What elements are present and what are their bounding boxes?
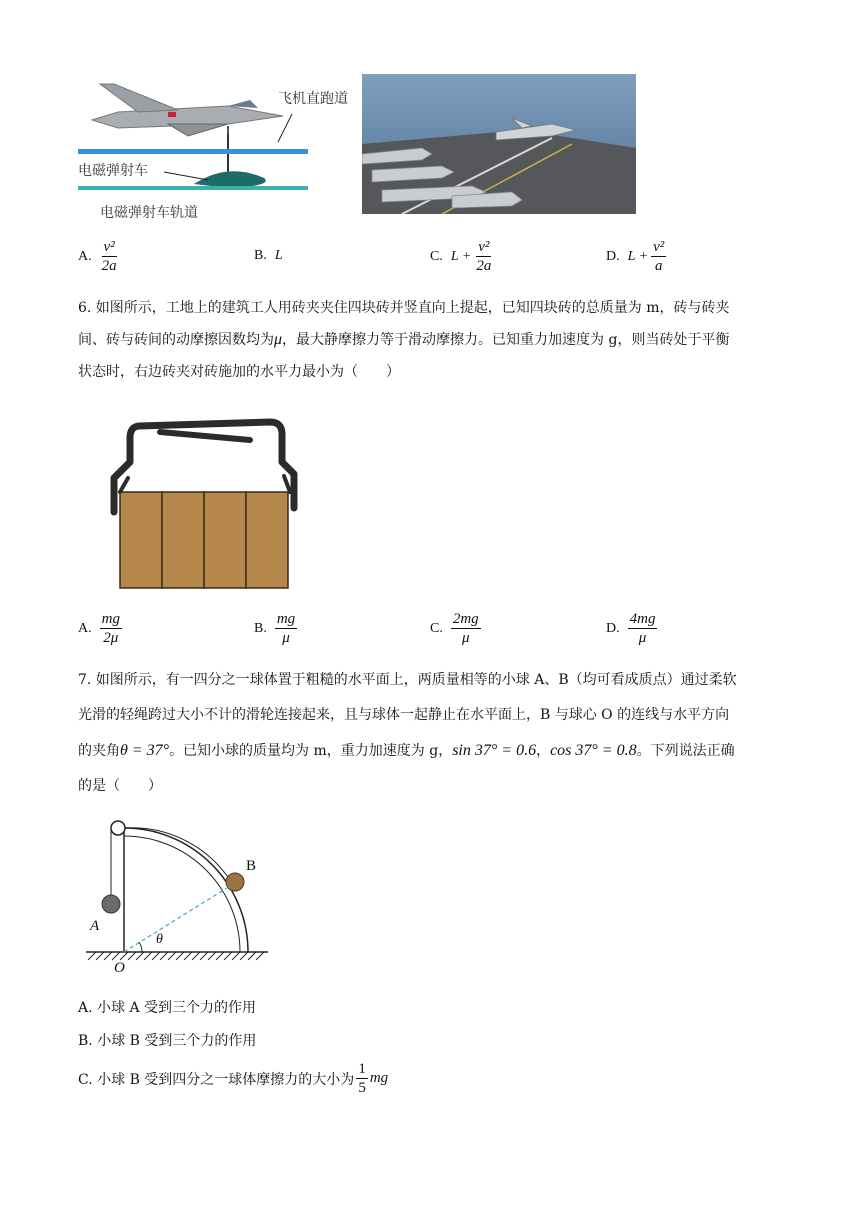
q7-line-1: 7. 如图所示，有一四分之一球体置于粗糙的水平面上，两质量相等的小球 A、B（均可看成质点）通过柔软 bbox=[78, 672, 737, 688]
fraction-denominator: a bbox=[654, 258, 663, 274]
q7-line-2: 光滑的轻绳跨过大小不计的滑轮连接起来，且与球体一起静止在水平面上，B 与球心 O 的连线与水平方向 bbox=[78, 707, 730, 723]
q5-option-d[interactable] bbox=[606, 238, 666, 275]
q5-option-b[interactable] bbox=[254, 248, 283, 264]
q5-carrier-photo bbox=[362, 74, 636, 214]
option-label: B. bbox=[254, 248, 267, 263]
rope-b bbox=[125, 828, 230, 880]
runway-label: 飞机直跑道 bbox=[278, 91, 348, 107]
fraction-numerator: mg bbox=[276, 611, 296, 627]
separator: ， bbox=[536, 743, 551, 759]
ball-a-icon bbox=[102, 895, 120, 913]
car-track-line bbox=[78, 186, 308, 190]
car-label: 电磁弹射车 bbox=[78, 163, 148, 179]
q6-option-b[interactable] bbox=[254, 610, 297, 647]
option-label: D. bbox=[606, 620, 620, 636]
label-b: B bbox=[246, 858, 257, 874]
q7-line-3a: 的夹角 bbox=[78, 743, 120, 759]
q6-line-2a: 间、砖与砖间的动摩擦因数均为 bbox=[78, 332, 274, 348]
q7-line-3 bbox=[78, 741, 735, 761]
fraction-numerator: 2mg bbox=[452, 611, 479, 627]
fraction bbox=[628, 610, 658, 647]
fraction bbox=[356, 1060, 368, 1097]
sin-equation: sin 37° = 0.6 bbox=[452, 742, 537, 759]
option-label: C. bbox=[430, 248, 443, 264]
carrier-photo-svg bbox=[362, 74, 636, 214]
fraction bbox=[275, 610, 297, 647]
option-label: A. bbox=[78, 620, 92, 636]
fraction bbox=[100, 610, 122, 647]
ground-hatch bbox=[88, 952, 264, 960]
option-c-unit: mg bbox=[369, 1070, 389, 1086]
ob-dashed-line bbox=[124, 886, 230, 952]
fraction-numerator: mg bbox=[101, 611, 120, 627]
label-o: O bbox=[114, 960, 125, 976]
q6-option-a[interactable] bbox=[78, 610, 122, 647]
ball-b-icon bbox=[226, 873, 244, 891]
q5-schematic-figure bbox=[78, 76, 360, 226]
q7-option-a[interactable]: A. 小球 A 受到三个力的作用 bbox=[78, 1000, 257, 1016]
q7-line-4: 的是（ ） bbox=[78, 778, 162, 794]
q6-option-d[interactable] bbox=[606, 610, 657, 647]
pulley-icon bbox=[111, 821, 125, 835]
mu-symbol: μ bbox=[274, 331, 283, 348]
fraction-denominator: 2a bbox=[476, 258, 492, 274]
option-label: A. bbox=[78, 248, 92, 264]
q6-line-3: 状态时，右边砖夹对砖施加的水平力最小为（ ） bbox=[78, 364, 400, 380]
fraction-denominator: μ bbox=[462, 630, 470, 646]
fraction-denominator: μ bbox=[282, 630, 290, 646]
track-label: 电磁弹射车轨道 bbox=[100, 205, 198, 221]
jet-icon bbox=[92, 84, 283, 142]
q7-option-c[interactable] bbox=[78, 1060, 388, 1097]
runway-line bbox=[78, 149, 308, 154]
fraction-numerator: 4mg bbox=[629, 611, 656, 627]
fraction bbox=[474, 238, 493, 275]
fraction-numerator: v² bbox=[653, 239, 665, 255]
theta-equation: θ = 37° bbox=[120, 742, 170, 759]
bricks-icon bbox=[120, 492, 288, 588]
quarter-sphere-svg bbox=[80, 818, 280, 978]
quarter-sphere-inner bbox=[124, 836, 240, 952]
option-text: L bbox=[274, 248, 283, 263]
q6-line-1: 6. 如图所示，工地上的建筑工人用砖夹夹住四块砖并竖直向上提起，已知四块砖的总质量为 m，砖与砖夹 bbox=[78, 300, 730, 316]
fraction-numerator: 1 bbox=[358, 1061, 366, 1077]
fraction-denominator: 5 bbox=[358, 1080, 366, 1096]
option-label: D. bbox=[606, 248, 620, 264]
option-label: B. bbox=[254, 620, 267, 636]
option-prefix: L + bbox=[627, 248, 649, 264]
brick-clamp-svg bbox=[100, 412, 310, 594]
theta-arc bbox=[139, 942, 142, 952]
q7-option-b[interactable]: B. 小球 B 受到三个力的作用 bbox=[78, 1033, 257, 1049]
fraction bbox=[451, 610, 481, 647]
fraction-denominator: μ bbox=[638, 630, 647, 646]
option-c-text: C. 小球 B 受到四分之一球体摩擦力的大小为 bbox=[78, 1071, 355, 1088]
label-theta: θ bbox=[156, 932, 163, 947]
fraction bbox=[100, 238, 119, 275]
fraction-numerator: v² bbox=[103, 239, 115, 255]
q7-line-3b: 。已知小球的质量均为 m，重力加速度为 g， bbox=[169, 743, 453, 759]
option-label: C. bbox=[430, 620, 443, 636]
q7-quarter-sphere-figure bbox=[80, 818, 280, 978]
q6-option-c[interactable] bbox=[430, 610, 481, 647]
quarter-sphere-outline bbox=[124, 828, 248, 952]
fraction-denominator: 2a bbox=[101, 258, 117, 274]
fraction-numerator: v² bbox=[478, 239, 490, 255]
cos-equation: cos 37° = 0.8 bbox=[550, 742, 637, 759]
q7-line-3c: 。下列说法正确 bbox=[636, 743, 735, 759]
q6-line-2b: ，最大静摩擦力等于滑动摩擦力。已知重力加速度为 g，则当砖处于平衡 bbox=[282, 332, 730, 348]
option-prefix: L + bbox=[450, 248, 472, 264]
fraction-denominator: 2μ bbox=[103, 630, 119, 646]
fraction bbox=[651, 238, 666, 275]
q5-option-c[interactable] bbox=[430, 238, 493, 275]
q5-option-a[interactable] bbox=[78, 238, 119, 275]
label-a: A bbox=[90, 918, 100, 934]
q6-line-2 bbox=[78, 330, 729, 350]
q6-brick-clamp-figure bbox=[100, 412, 310, 594]
